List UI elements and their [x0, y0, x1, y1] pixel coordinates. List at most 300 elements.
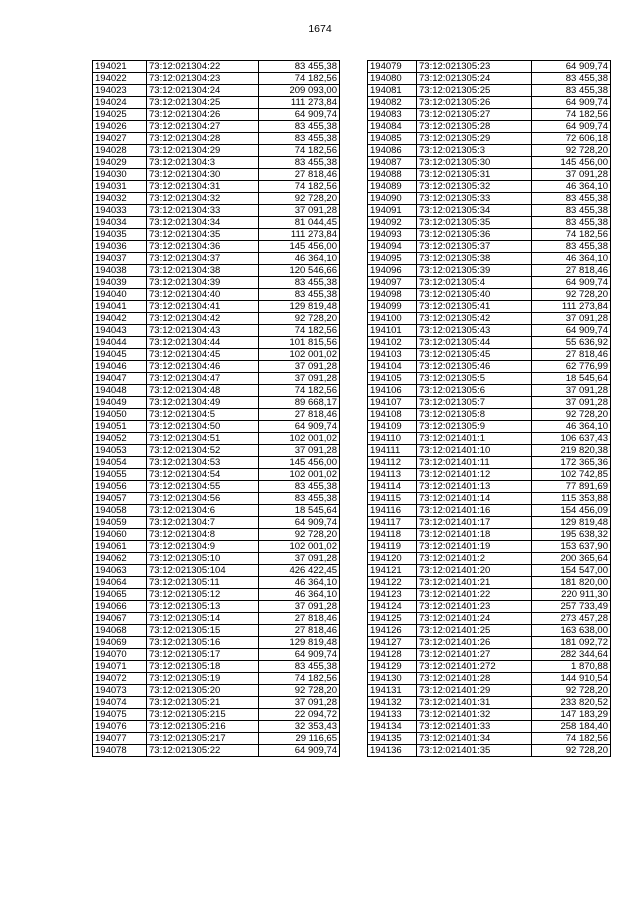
cadastral-number-cell: 73:12:021401:32: [417, 709, 532, 721]
row-number-cell: 194073: [93, 685, 147, 697]
cadastral-number-cell: 73:12:021304:42: [147, 313, 259, 325]
row-number-cell: 194023: [93, 85, 147, 97]
value-cell: 64 909,74: [259, 109, 340, 121]
value-cell: 64 909,74: [259, 517, 340, 529]
table-row: [368, 337, 611, 349]
cadastral-number-cell: 73:12:021305:31: [417, 169, 532, 181]
value-cell: 83 455,38: [259, 133, 340, 145]
value-cell: 102 001,02: [259, 349, 340, 361]
cadastral-number-cell: 73:12:021305:14: [147, 613, 259, 625]
cadastral-number-cell: 73:12:021304:36: [147, 241, 259, 253]
value-cell: 92 728,20: [259, 193, 340, 205]
table-row: [93, 265, 340, 277]
table-row: [368, 433, 611, 445]
cadastral-number-cell: 73:12:021304:31: [147, 181, 259, 193]
cadastral-number-cell: 73:12:021305:15: [147, 625, 259, 637]
cadastral-number-cell: 73:12:021401:2: [417, 553, 532, 565]
table-row: [93, 61, 340, 73]
table-row: [368, 697, 611, 709]
left-table-body: [93, 61, 340, 757]
value-cell: 89 668,17: [259, 397, 340, 409]
table-row: [368, 145, 611, 157]
cadastral-number-cell: 73:12:021305:40: [417, 289, 532, 301]
row-number-cell: 194039: [93, 277, 147, 289]
table-row: [368, 517, 611, 529]
table-row: [93, 745, 340, 757]
row-number-cell: 194043: [93, 325, 147, 337]
cadastral-number-cell: 73:12:021304:35: [147, 229, 259, 241]
value-cell: 37 091,28: [532, 313, 611, 325]
row-number-cell: 194131: [368, 685, 417, 697]
table-row: [368, 73, 611, 85]
row-number-cell: 194087: [368, 157, 417, 169]
table-row: [93, 97, 340, 109]
cadastral-number-cell: 73:12:021401:25: [417, 625, 532, 637]
row-number-cell: 194081: [368, 85, 417, 97]
table-row: [368, 193, 611, 205]
cadastral-number-cell: 73:12:021304:8: [147, 529, 259, 541]
table-row: [93, 505, 340, 517]
cadastral-number-cell: 73:12:021304:33: [147, 205, 259, 217]
row-number-cell: 194128: [368, 649, 417, 661]
cadastral-number-cell: 73:12:021304:38: [147, 265, 259, 277]
row-number-cell: 194125: [368, 613, 417, 625]
row-number-cell: 194050: [93, 409, 147, 421]
value-cell: 46 364,10: [532, 253, 611, 265]
value-cell: 102 742,85: [532, 469, 611, 481]
value-cell: 64 909,74: [532, 277, 611, 289]
cadastral-number-cell: 73:12:021305:38: [417, 253, 532, 265]
value-cell: 92 728,20: [532, 685, 611, 697]
cadastral-number-cell: 73:12:021304:24: [147, 85, 259, 97]
cadastral-number-cell: 73:12:021401:18: [417, 529, 532, 541]
cadastral-number-cell: 73:12:021304:44: [147, 337, 259, 349]
table-row: [93, 181, 340, 193]
value-cell: 37 091,28: [259, 361, 340, 373]
cadastral-number-cell: 73:12:021305:215: [147, 709, 259, 721]
cadastral-number-cell: 73:12:021304:28: [147, 133, 259, 145]
value-cell: 101 815,56: [259, 337, 340, 349]
value-cell: 64 909,74: [532, 121, 611, 133]
table-row: [93, 601, 340, 613]
table-row: [93, 229, 340, 241]
table-row: [368, 577, 611, 589]
cadastral-number-cell: 73:12:021304:5: [147, 409, 259, 421]
cadastral-number-cell: 73:12:021401:12: [417, 469, 532, 481]
value-cell: 18 545,64: [259, 505, 340, 517]
cadastral-number-cell: 73:12:021305:37: [417, 241, 532, 253]
table-row: [368, 229, 611, 241]
row-number-cell: 194042: [93, 313, 147, 325]
value-cell: 27 818,46: [259, 409, 340, 421]
row-number-cell: 194129: [368, 661, 417, 673]
table-row: [368, 529, 611, 541]
table-row: [93, 169, 340, 181]
value-cell: 37 091,28: [259, 601, 340, 613]
table-row: [93, 709, 340, 721]
value-cell: 257 733,49: [532, 601, 611, 613]
value-cell: 55 636,92: [532, 337, 611, 349]
table-row: [93, 301, 340, 313]
cadastral-number-cell: 73:12:021401:28: [417, 673, 532, 685]
value-cell: 120 546,66: [259, 265, 340, 277]
row-number-cell: 194108: [368, 409, 417, 421]
table-row: [368, 745, 611, 757]
value-cell: 426 422,45: [259, 565, 340, 577]
cadastral-number-cell: 73:12:021305:33: [417, 193, 532, 205]
value-cell: 1 870,88: [532, 661, 611, 673]
value-cell: 74 182,56: [259, 385, 340, 397]
table-row: [93, 697, 340, 709]
table-row: [368, 613, 611, 625]
row-number-cell: 194130: [368, 673, 417, 685]
row-number-cell: 194036: [93, 241, 147, 253]
row-number-cell: 194080: [368, 73, 417, 85]
cadastral-number-cell: 73:12:021305:21: [147, 697, 259, 709]
value-cell: 83 455,38: [259, 289, 340, 301]
row-number-cell: 194046: [93, 361, 147, 373]
row-number-cell: 194029: [93, 157, 147, 169]
row-number-cell: 194064: [93, 577, 147, 589]
row-number-cell: 194074: [93, 697, 147, 709]
row-number-cell: 194062: [93, 553, 147, 565]
table-row: [368, 409, 611, 421]
cadastral-number-cell: 73:12:021305:26: [417, 97, 532, 109]
cadastral-number-cell: 73:12:021304:55: [147, 481, 259, 493]
value-cell: 83 455,38: [532, 205, 611, 217]
row-number-cell: 194083: [368, 109, 417, 121]
table-row: [368, 385, 611, 397]
row-number-cell: 194123: [368, 589, 417, 601]
row-number-cell: 194106: [368, 385, 417, 397]
cadastral-number-cell: 73:12:021304:52: [147, 445, 259, 457]
table-row: [368, 85, 611, 97]
row-number-cell: 194099: [368, 301, 417, 313]
row-number-cell: 194090: [368, 193, 417, 205]
cadastral-number-cell: 73:12:021305:44: [417, 337, 532, 349]
value-cell: 195 638,32: [532, 529, 611, 541]
table-row: [93, 421, 340, 433]
row-number-cell: 194044: [93, 337, 147, 349]
cadastral-number-cell: 73:12:021305:27: [417, 109, 532, 121]
value-cell: 129 819,48: [259, 637, 340, 649]
row-number-cell: 194040: [93, 289, 147, 301]
table-row: [93, 433, 340, 445]
value-cell: 83 455,38: [259, 493, 340, 505]
row-number-cell: 194107: [368, 397, 417, 409]
value-cell: 83 455,38: [532, 241, 611, 253]
value-cell: 74 182,56: [259, 145, 340, 157]
cadastral-number-cell: 73:12:021304:39: [147, 277, 259, 289]
cadastral-number-cell: 73:12:021304:46: [147, 361, 259, 373]
value-cell: 29 116,65: [259, 733, 340, 745]
table-row: [93, 277, 340, 289]
row-number-cell: 194065: [93, 589, 147, 601]
row-number-cell: 194102: [368, 337, 417, 349]
table-row: [93, 493, 340, 505]
row-number-cell: 194028: [93, 145, 147, 157]
cadastral-number-cell: 73:12:021304:47: [147, 373, 259, 385]
cadastral-number-cell: 73:12:021401:29: [417, 685, 532, 697]
cadastral-number-cell: 73:12:021305:216: [147, 721, 259, 733]
table-row: [368, 361, 611, 373]
value-cell: 37 091,28: [259, 373, 340, 385]
row-number-cell: 194113: [368, 469, 417, 481]
cadastral-number-cell: 73:12:021305:17: [147, 649, 259, 661]
row-number-cell: 194094: [368, 241, 417, 253]
table-row: [368, 673, 611, 685]
table-row: [368, 205, 611, 217]
row-number-cell: 194076: [93, 721, 147, 733]
cadastral-number-cell: 73:12:021304:40: [147, 289, 259, 301]
cadastral-number-cell: 73:12:021305:34: [417, 205, 532, 217]
cadastral-number-cell: 73:12:021305:41: [417, 301, 532, 313]
table-row: [368, 445, 611, 457]
value-cell: 145 456,00: [259, 457, 340, 469]
cadastral-number-cell: 73:12:021401:19: [417, 541, 532, 553]
table-row: [93, 469, 340, 481]
value-cell: 144 910,54: [532, 673, 611, 685]
row-number-cell: 194122: [368, 577, 417, 589]
row-number-cell: 194059: [93, 517, 147, 529]
table-row: [93, 613, 340, 625]
row-number-cell: 194061: [93, 541, 147, 553]
row-number-cell: 194101: [368, 325, 417, 337]
cadastral-number-cell: 73:12:021305:29: [417, 133, 532, 145]
table-row: [93, 529, 340, 541]
table-row: [368, 253, 611, 265]
value-cell: 27 818,46: [532, 349, 611, 361]
cadastral-number-cell: 73:12:021305:6: [417, 385, 532, 397]
value-cell: 83 455,38: [532, 217, 611, 229]
value-cell: 219 820,38: [532, 445, 611, 457]
cadastral-number-cell: 73:12:021305:19: [147, 673, 259, 685]
row-number-cell: 194078: [93, 745, 147, 757]
row-number-cell: 194092: [368, 217, 417, 229]
cadastral-number-cell: 73:12:021304:45: [147, 349, 259, 361]
row-number-cell: 194082: [368, 97, 417, 109]
cadastral-number-cell: 73:12:021304:34: [147, 217, 259, 229]
row-number-cell: 194057: [93, 493, 147, 505]
row-number-cell: 194126: [368, 625, 417, 637]
left-table: [92, 60, 340, 757]
table-row: [93, 637, 340, 649]
value-cell: 233 820,52: [532, 697, 611, 709]
row-number-cell: 194056: [93, 481, 147, 493]
table-row: [93, 85, 340, 97]
cadastral-number-cell: 73:12:021305:42: [417, 313, 532, 325]
row-number-cell: 194032: [93, 193, 147, 205]
page-number: 1674: [308, 23, 332, 35]
row-number-cell: 194025: [93, 109, 147, 121]
value-cell: 83 455,38: [259, 61, 340, 73]
right-table: [367, 60, 611, 757]
value-cell: 129 819,48: [532, 517, 611, 529]
value-cell: 102 001,02: [259, 469, 340, 481]
cadastral-number-cell: 73:12:021305:36: [417, 229, 532, 241]
cadastral-number-cell: 73:12:021401:1: [417, 433, 532, 445]
cadastral-number-cell: 73:12:021305:32: [417, 181, 532, 193]
value-cell: 18 545,64: [532, 373, 611, 385]
cadastral-number-cell: 73:12:021305:3: [417, 145, 532, 157]
value-cell: 74 182,56: [259, 325, 340, 337]
value-cell: 92 728,20: [259, 685, 340, 697]
row-number-cell: 194116: [368, 505, 417, 517]
table-row: [93, 241, 340, 253]
value-cell: 154 547,00: [532, 565, 611, 577]
table-row: [93, 565, 340, 577]
table-row: [368, 157, 611, 169]
value-cell: 46 364,10: [259, 589, 340, 601]
table-row: [93, 253, 340, 265]
cadastral-number-cell: 73:12:021401:21: [417, 577, 532, 589]
table-row: [93, 397, 340, 409]
row-number-cell: 194120: [368, 553, 417, 565]
table-row: [368, 349, 611, 361]
table-row: [93, 73, 340, 85]
cadastral-number-cell: 73:12:021401:14: [417, 493, 532, 505]
table-row: [93, 133, 340, 145]
cadastral-number-cell: 73:12:021305:35: [417, 217, 532, 229]
cadastral-number-cell: 73:12:021401:34: [417, 733, 532, 745]
cadastral-number-cell: 73:12:021401:33: [417, 721, 532, 733]
cadastral-number-cell: 73:12:021305:25: [417, 85, 532, 97]
table-row: [93, 577, 340, 589]
row-number-cell: 194024: [93, 97, 147, 109]
value-cell: 92 728,20: [259, 529, 340, 541]
cadastral-number-cell: 73:12:021304:41: [147, 301, 259, 313]
row-number-cell: 194115: [368, 493, 417, 505]
cadastral-number-cell: 73:12:021401:13: [417, 481, 532, 493]
value-cell: 74 182,56: [532, 109, 611, 121]
table-row: [368, 721, 611, 733]
cadastral-number-cell: 73:12:021305:20: [147, 685, 259, 697]
row-number-cell: 194111: [368, 445, 417, 457]
table-row: [93, 589, 340, 601]
row-number-cell: 194086: [368, 145, 417, 157]
row-number-cell: 194022: [93, 73, 147, 85]
value-cell: 37 091,28: [259, 205, 340, 217]
value-cell: 64 909,74: [532, 325, 611, 337]
value-cell: 83 455,38: [532, 73, 611, 85]
cadastral-number-cell: 73:12:021304:26: [147, 109, 259, 121]
cadastral-number-cell: 73:12:021304:32: [147, 193, 259, 205]
table-row: [93, 313, 340, 325]
value-cell: 258 184,40: [532, 721, 611, 733]
table-row: [368, 709, 611, 721]
row-number-cell: 194100: [368, 313, 417, 325]
table-row: [368, 589, 611, 601]
value-cell: 92 728,20: [532, 409, 611, 421]
value-cell: 106 637,43: [532, 433, 611, 445]
table-row: [93, 733, 340, 745]
value-cell: 172 365,36: [532, 457, 611, 469]
value-cell: 83 455,38: [259, 661, 340, 673]
value-cell: 83 455,38: [259, 121, 340, 133]
table-row: [93, 457, 340, 469]
row-number-cell: 194095: [368, 253, 417, 265]
row-number-cell: 194109: [368, 421, 417, 433]
value-cell: 27 818,46: [259, 613, 340, 625]
table-row: [93, 325, 340, 337]
row-number-cell: 194030: [93, 169, 147, 181]
cadastral-number-cell: 73:12:021305:23: [417, 61, 532, 73]
row-number-cell: 194052: [93, 433, 147, 445]
row-number-cell: 194060: [93, 529, 147, 541]
row-number-cell: 194096: [368, 265, 417, 277]
table-row: [93, 385, 340, 397]
table-row: [93, 289, 340, 301]
table-row: [368, 169, 611, 181]
cadastral-number-cell: 73:12:021401:17: [417, 517, 532, 529]
table-row: [368, 685, 611, 697]
value-cell: 154 456,09: [532, 505, 611, 517]
table-row: [93, 121, 340, 133]
cadastral-number-cell: 73:12:021304:54: [147, 469, 259, 481]
cadastral-number-cell: 73:12:021305:10: [147, 553, 259, 565]
row-number-cell: 194038: [93, 265, 147, 277]
row-number-cell: 194110: [368, 433, 417, 445]
row-number-cell: 194066: [93, 601, 147, 613]
value-cell: 64 909,74: [532, 61, 611, 73]
row-number-cell: 194112: [368, 457, 417, 469]
row-number-cell: 194133: [368, 709, 417, 721]
row-number-cell: 194091: [368, 205, 417, 217]
value-cell: 22 094,72: [259, 709, 340, 721]
table-row: [368, 265, 611, 277]
cadastral-number-cell: 73:12:021305:12: [147, 589, 259, 601]
value-cell: 282 344,64: [532, 649, 611, 661]
table-row: [368, 481, 611, 493]
table-row: [368, 373, 611, 385]
table-row: [368, 97, 611, 109]
row-number-cell: 194071: [93, 661, 147, 673]
value-cell: 145 456,00: [532, 157, 611, 169]
row-number-cell: 194097: [368, 277, 417, 289]
value-cell: 181 092,72: [532, 637, 611, 649]
row-number-cell: 194037: [93, 253, 147, 265]
table-row: [93, 349, 340, 361]
table-row: [368, 565, 611, 577]
table-row: [93, 157, 340, 169]
value-cell: 145 456,00: [259, 241, 340, 253]
row-number-cell: 194085: [368, 133, 417, 145]
row-number-cell: 194132: [368, 697, 417, 709]
cadastral-number-cell: 73:12:021401:35: [417, 745, 532, 757]
table-row: [368, 733, 611, 745]
table-row: [368, 325, 611, 337]
cadastral-number-cell: 73:12:021304:51: [147, 433, 259, 445]
value-cell: 81 044,45: [259, 217, 340, 229]
cadastral-number-cell: 73:12:021304:56: [147, 493, 259, 505]
table-row: [368, 181, 611, 193]
table-row: [368, 649, 611, 661]
value-cell: 74 182,56: [259, 73, 340, 85]
row-number-cell: 194027: [93, 133, 147, 145]
cadastral-number-cell: 73:12:021401:26: [417, 637, 532, 649]
cadastral-number-cell: 73:12:021304:9: [147, 541, 259, 553]
row-number-cell: 194098: [368, 289, 417, 301]
value-cell: 111 273,84: [532, 301, 611, 313]
table-row: [368, 637, 611, 649]
value-cell: 153 637,90: [532, 541, 611, 553]
table-row: [368, 241, 611, 253]
row-number-cell: 194105: [368, 373, 417, 385]
cadastral-number-cell: 73:12:021305:45: [417, 349, 532, 361]
row-number-cell: 194026: [93, 121, 147, 133]
value-cell: 46 364,10: [532, 181, 611, 193]
row-number-cell: 194089: [368, 181, 417, 193]
